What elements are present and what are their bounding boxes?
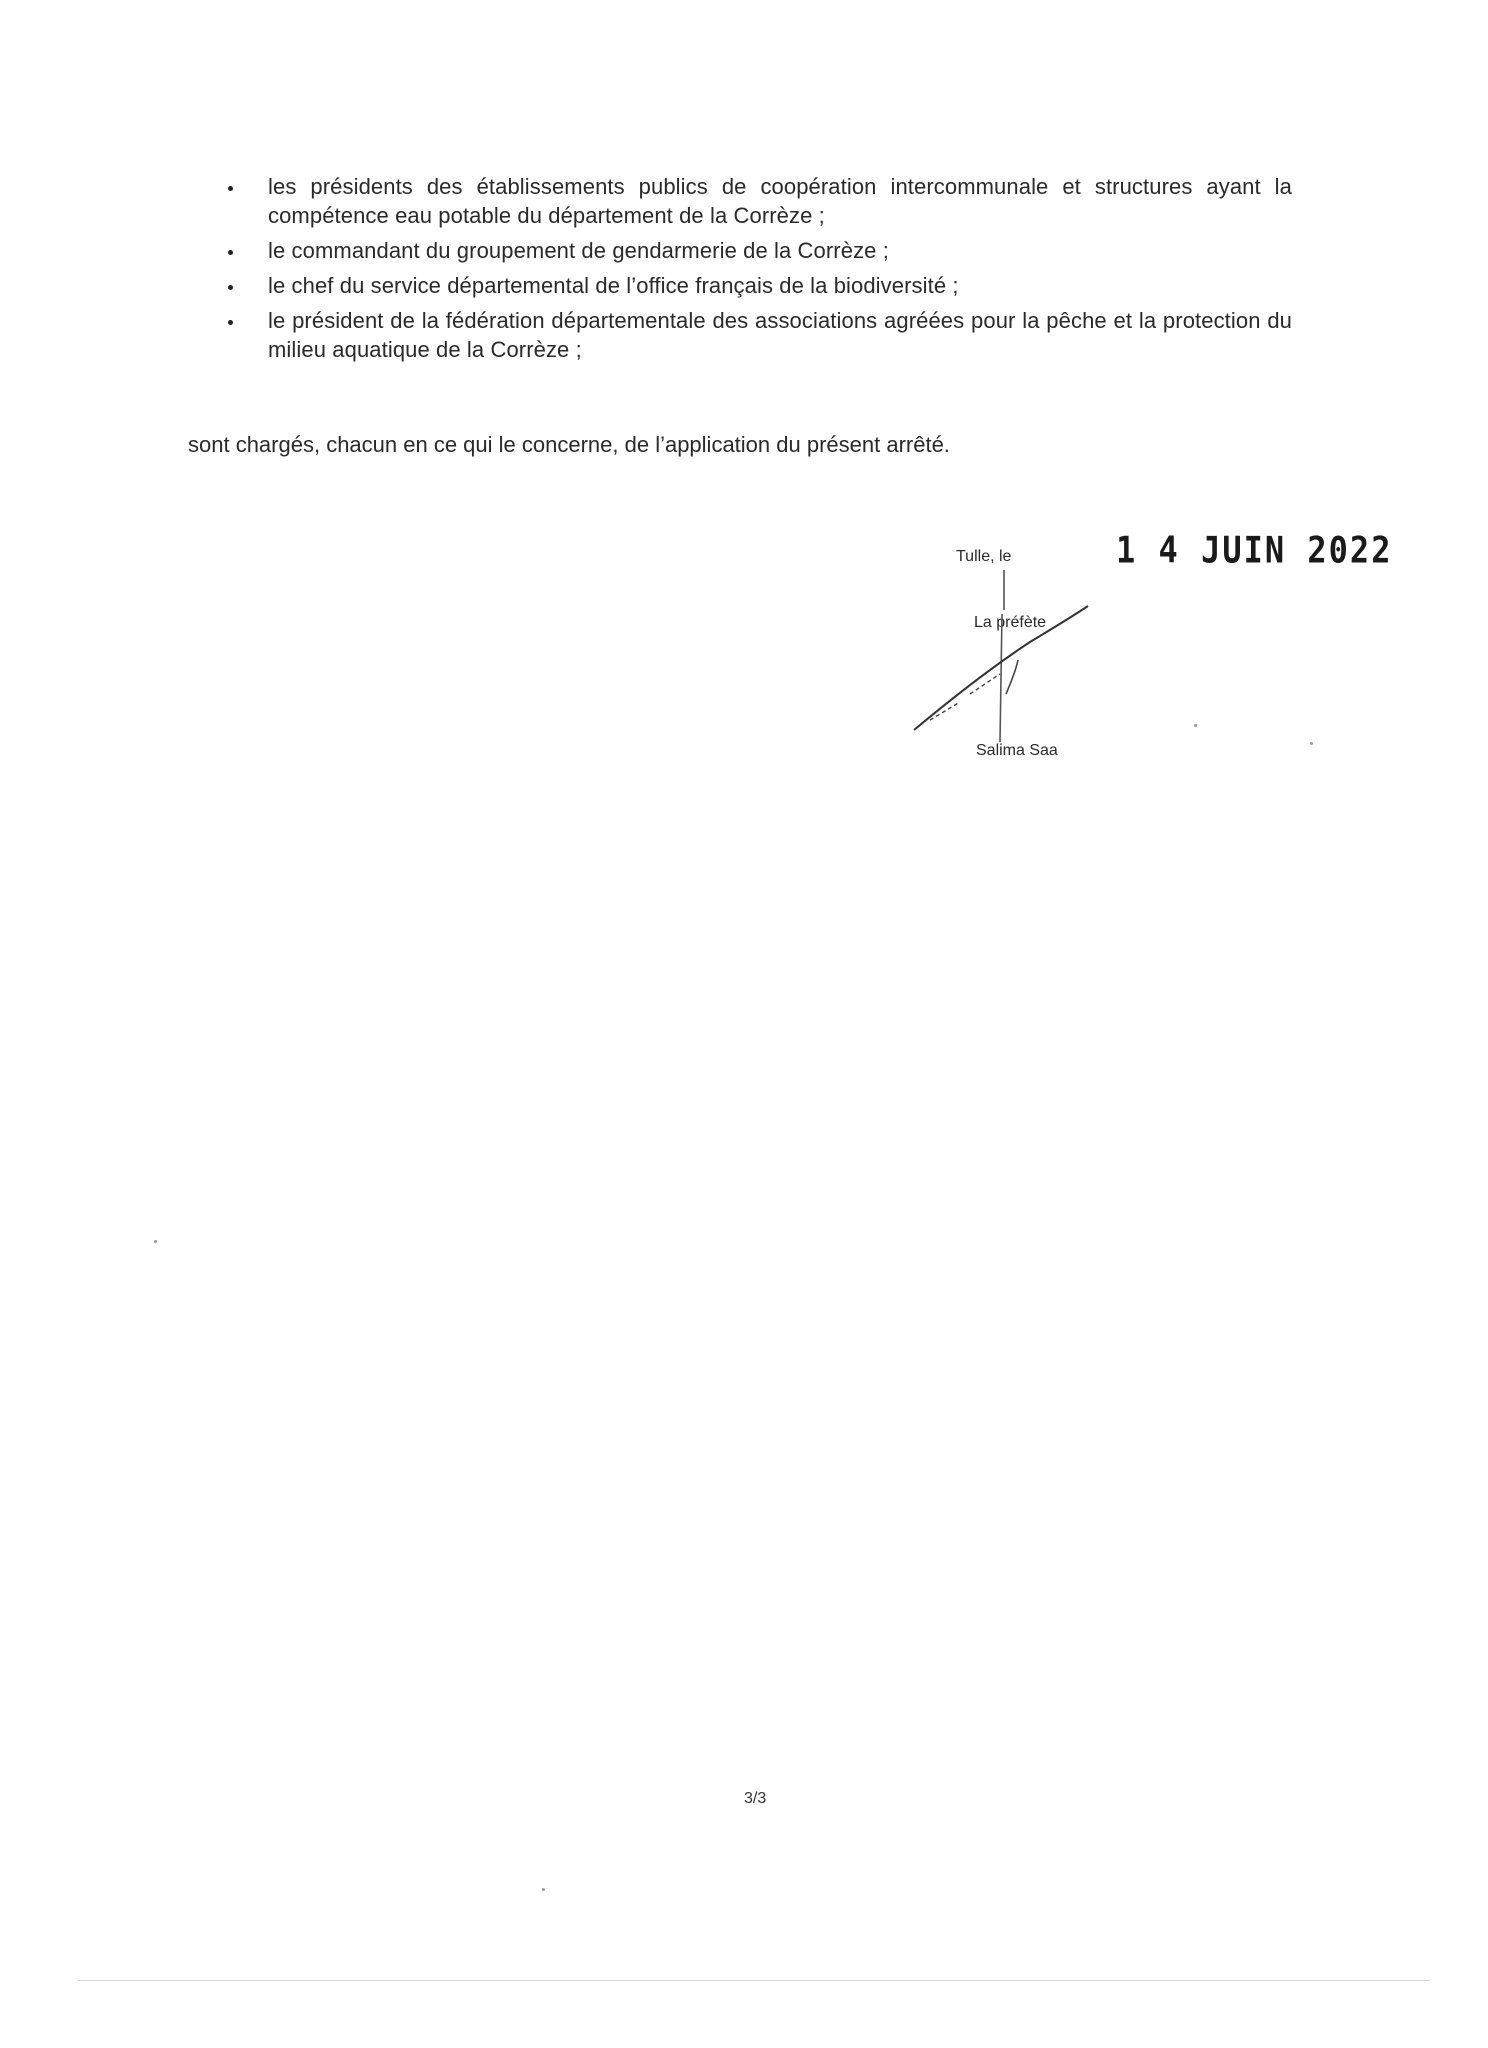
scan-speck: [154, 1240, 157, 1243]
list-item-text: le chef du service départemental de l’office français de la biodiversité ;: [268, 273, 959, 298]
list-item: [222, 306, 1292, 364]
list-item-text: le commandant du groupement de gendarmerie de la Corrèze ;: [268, 238, 889, 263]
scan-speck: [542, 1888, 545, 1891]
bullet-icon: [228, 186, 233, 191]
scan-speck: [1310, 742, 1313, 745]
list-item: [222, 236, 1292, 265]
signature-place: Tulle, le: [956, 548, 1012, 565]
handwritten-signature: [900, 570, 1100, 750]
date-stamp: 1 4 JUIN 2022: [1116, 528, 1393, 572]
signer-name: Salima Saa: [976, 742, 1058, 759]
page-number: 3/3: [744, 1790, 767, 1807]
bullet-icon: [228, 285, 233, 290]
list-item: [222, 271, 1292, 300]
bullet-icon: [228, 250, 233, 255]
list-item: [222, 172, 1292, 230]
bullet-list: [222, 172, 1292, 370]
scan-edge-line: [78, 1980, 1430, 1981]
bullet-icon: [228, 320, 233, 325]
list-item-text: les présidents des établissements publics de coopération intercommunale et structures ayant la compétence eau potable du département de la Corrèze ;: [268, 174, 1292, 228]
conclusion-paragraph: sont chargés, chacun en ce qui le concerne, de l’application du présent arrêté.: [188, 432, 950, 457]
scan-speck: [1194, 724, 1197, 727]
list-item-text: le président de la fédération départementale des associations agréées pour la pêche et la protection du milieu aquatique de la Corrèze ;: [268, 308, 1292, 362]
signer-title: La préfète: [974, 614, 1047, 631]
